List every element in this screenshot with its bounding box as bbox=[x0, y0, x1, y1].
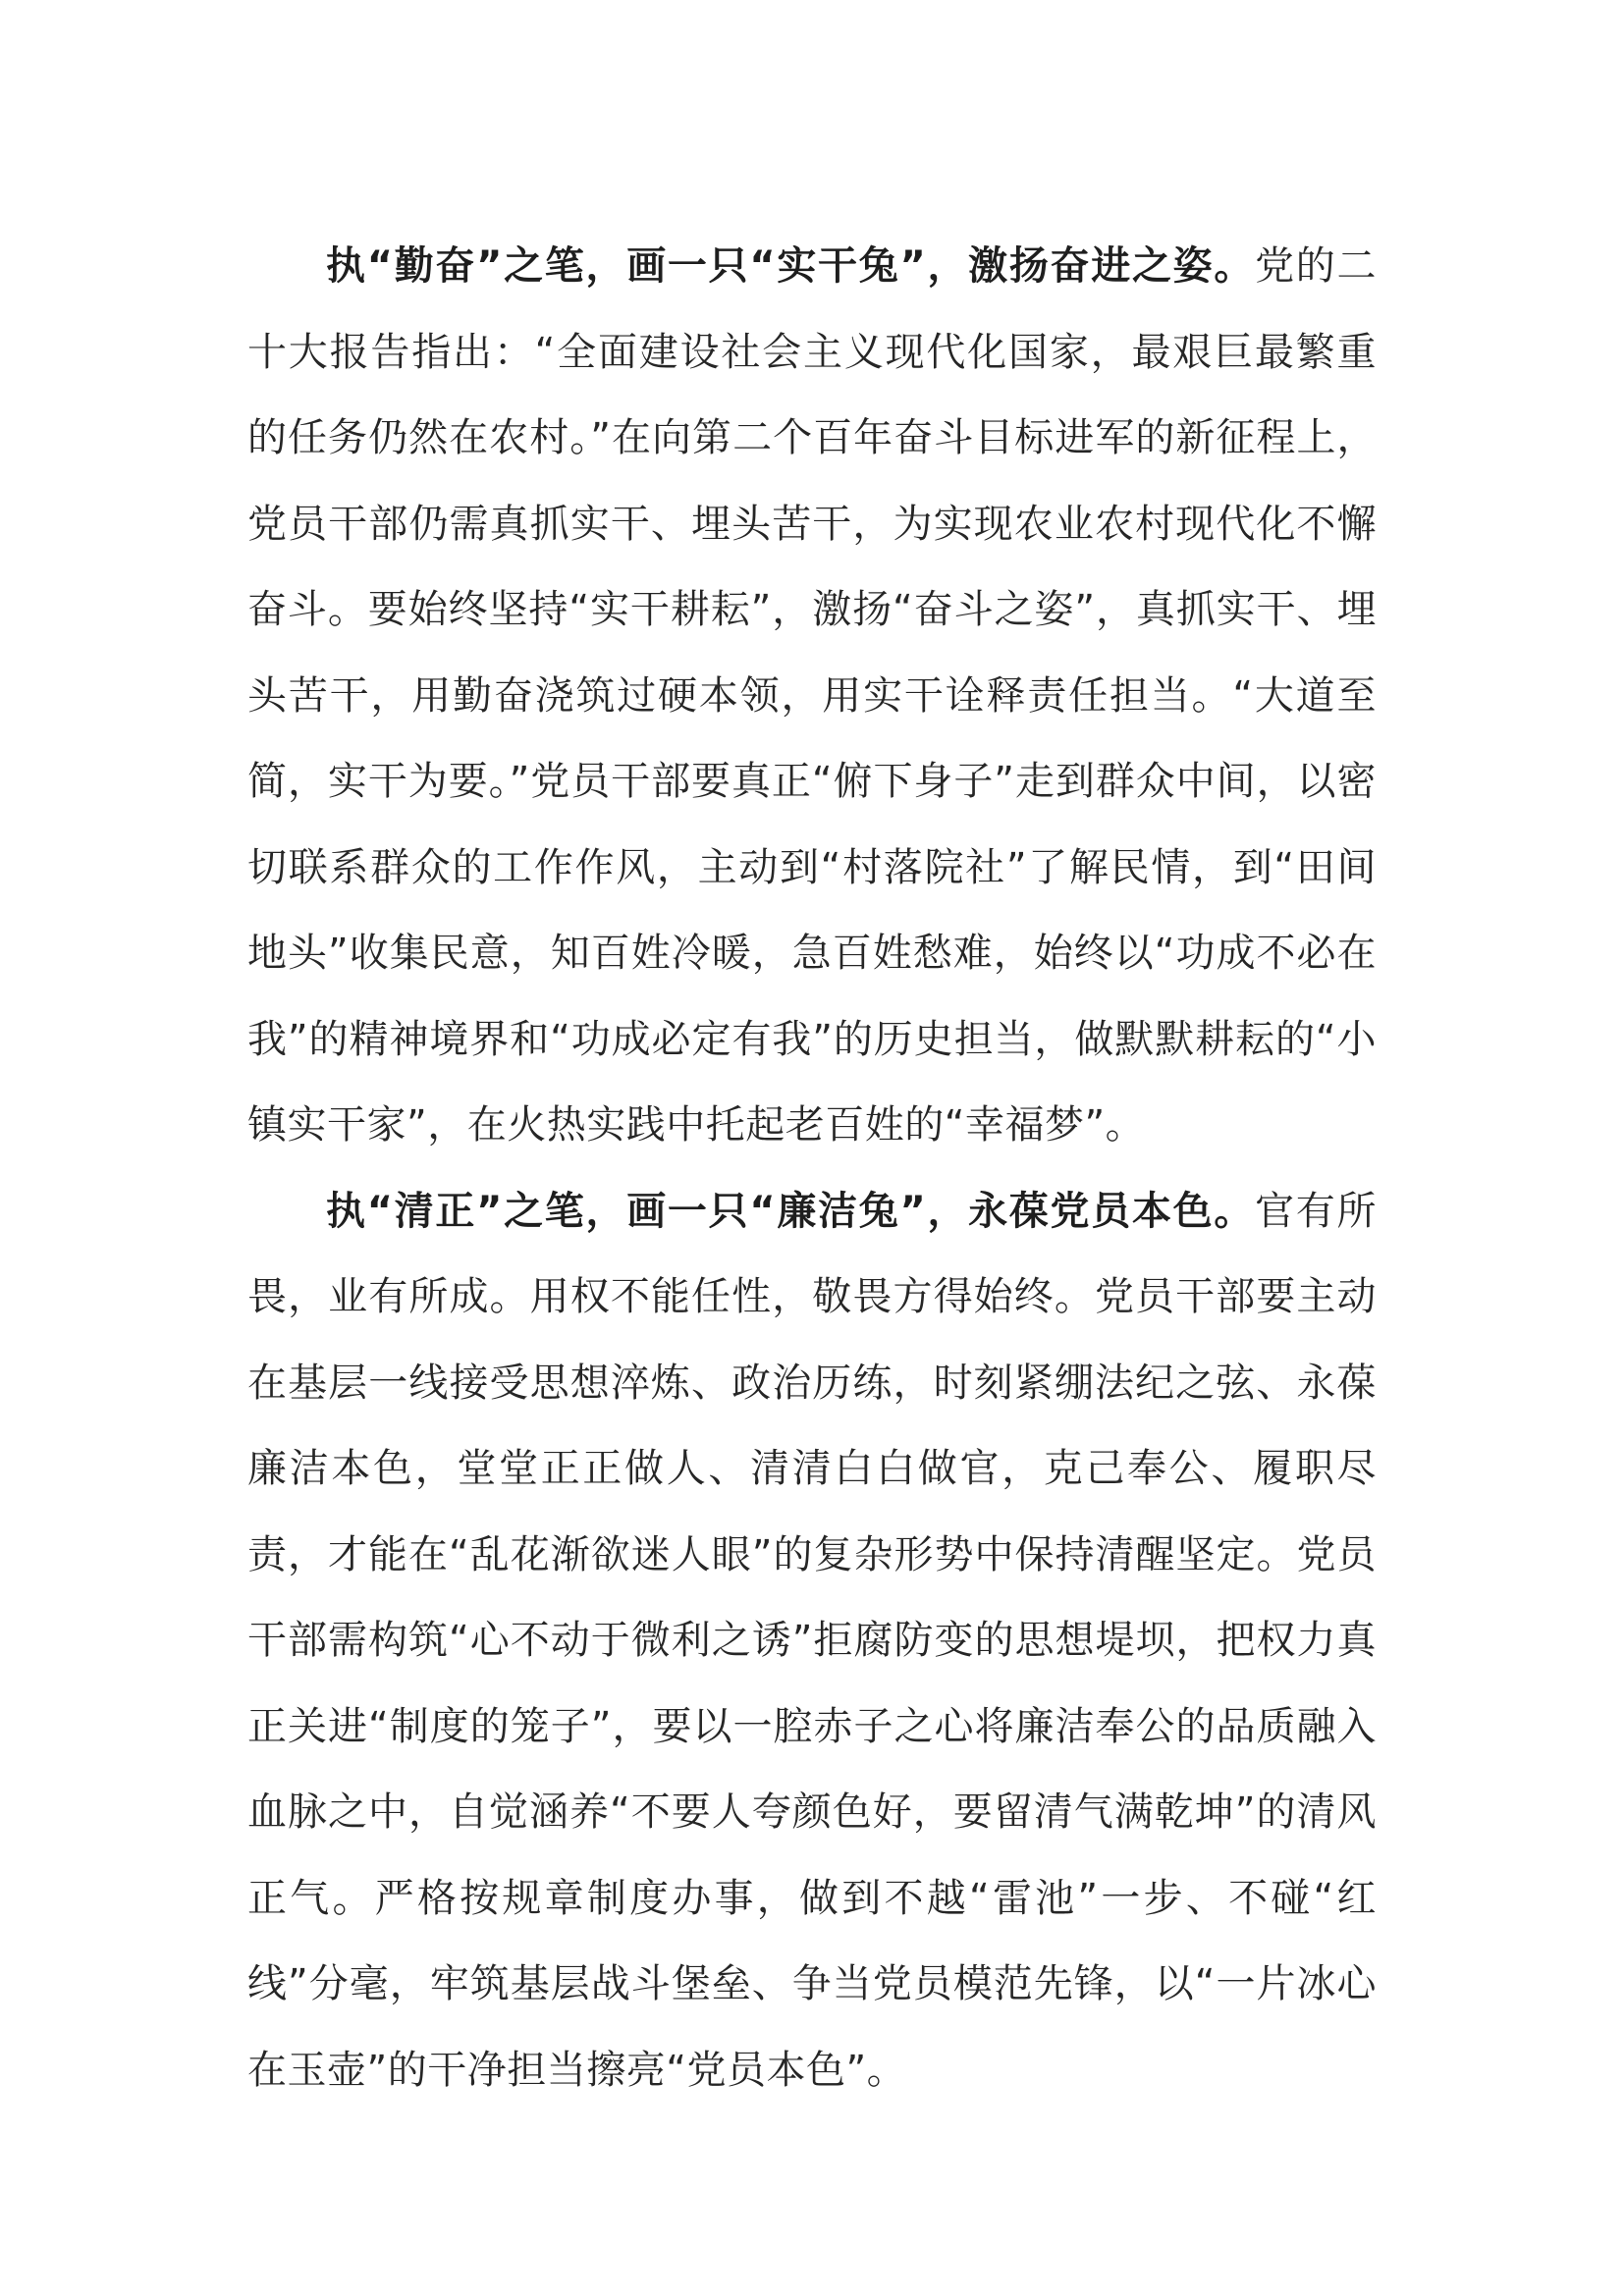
paragraph-body: 党的二十大报告指出：“全面建设社会主义现代化国家，最艰巨最繁重的任务仍然在农村。”在向第二个百年奋斗目标进军的新征程上，党员干部仍需真抓实干、埋头苦干，为实现农业农村现代化不懈奋斗。要始终坚持“实干耕耘”，激扬“奋斗之姿”，真抓实干、埋头苦干，用勤奋浇筑过硬本领，用实干诠释责任担当。“大道至简，实干为要。”党员干部要真正“俯下身子”走到群众中间，以密切联系群众的工作作风，主动到“村落院社”了解民情，到“田间地头”收集民意，知百姓冷暖，急百姓愁难，始终以“功成不必在我”的精神境界和“功成必定有我”的历史担当，做默默耕耘的“小镇实干家”，在火热实践中托起老百姓的“幸福梦”。 bbox=[247, 243, 1378, 1148]
paragraph-diligence bbox=[247, 224, 1377, 1169]
document-page bbox=[247, 224, 1377, 2113]
paragraph-body: 官有所畏，业有所成。用权不能任性，敬畏方得始终。党员干部要主动在基层一线接受思想淬炼、政治历练，时刻紧绷法纪之弦、永葆廉洁本色，堂堂正正做人、清清白白做官，克己奉公、履职尽责，才能在“乱花渐欲迷人眼”的复杂形势中保持清醒坚定。党员干部需构筑“心不动于微利之诱”拒腐防变的思想堤坝，把权力真正关进“制度的笼子”，要以一腔赤子之心将廉洁奉公的品质融入血脉之中，自觉涵养“不要人夸颜色好，要留清气满乾坤”的清风正气。严格按规章制度办事，做到不越“雷池”一步、不碰“红线”分毫，牢筑基层战斗堡垒、争当党员模范先锋，以“一片冰心在玉壶”的干净担当擦亮“党员本色”。 bbox=[247, 1188, 1378, 2093]
paragraph-integrity bbox=[247, 1169, 1377, 2114]
paragraph-lead: 执“清正”之笔，画一只“廉洁兔”，永葆党员本色。 bbox=[326, 1188, 1256, 1234]
paragraph-lead: 执“勤奋”之笔，画一只“实干兔”，激扬奋进之姿。 bbox=[326, 243, 1256, 289]
